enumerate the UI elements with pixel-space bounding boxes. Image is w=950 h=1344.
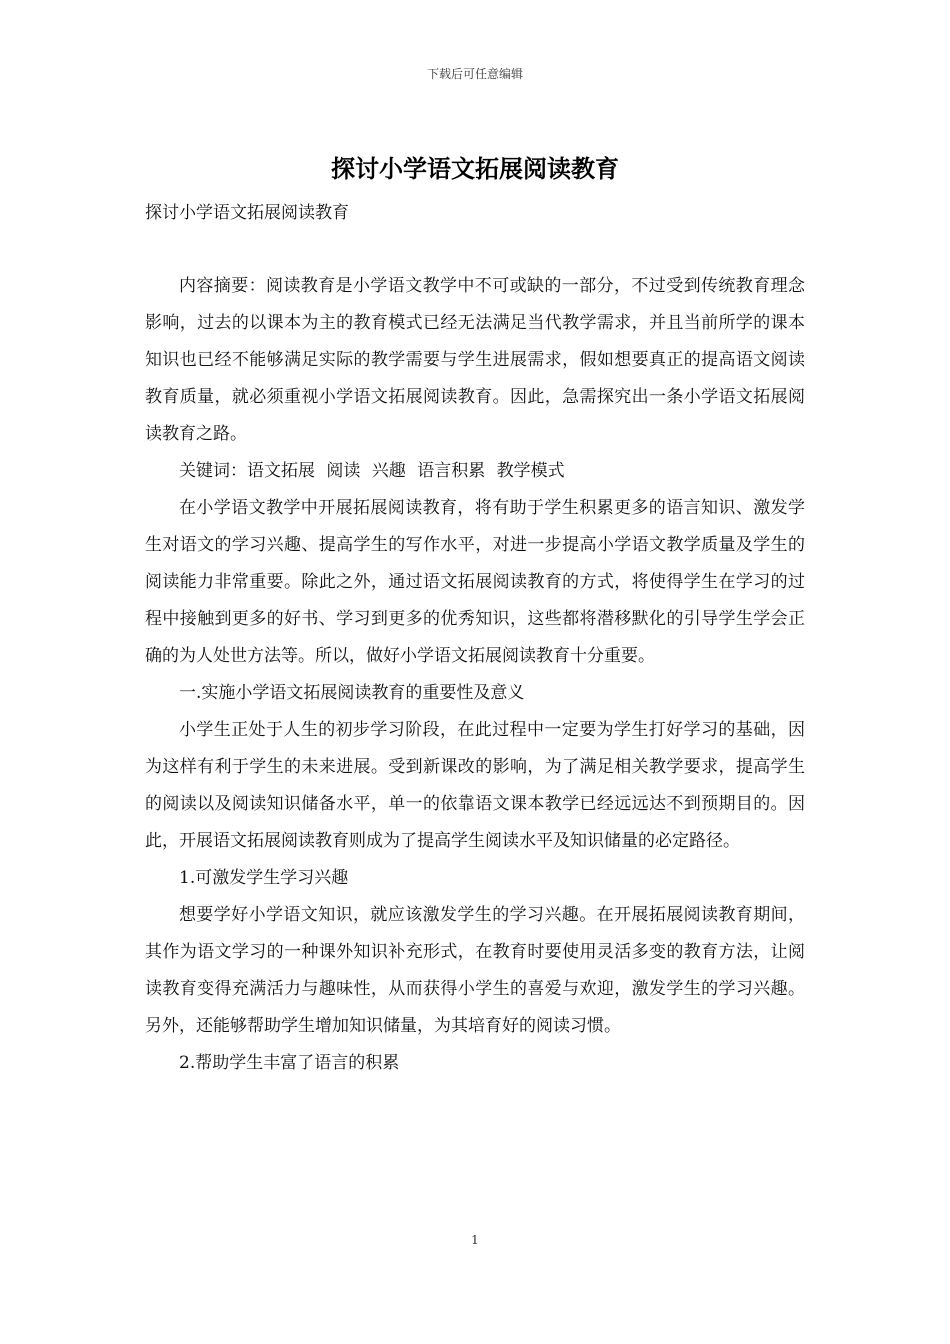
section-1-paragraph: 小学生正处于人生的初步学习阶段，在此过程中一定要为学生打好学习的基础，因为这样有利于学生的未来进展。受到新课改的影响，为了满足相关教学要求，提高学生的阅读以及阅读知识储备水平，单一的依靠语文课本教学已经远远达不到预期目的。因此，开展语文拓展阅读教育则成为了提高学生阅读水平及知识储量的必定路径。 <box>145 720 805 851</box>
subsection-1-paragraph: 想要学好小学语文知识，就应该激发学生的学习兴趣。在开展拓展阅读教育期间，其作为语文学习的一种课外知识补充形式，在教育时要使用灵活多变的教育方法，让阅读教育变得充满活力与趣味性，从而获得小学生的喜爱与欢迎，激发学生的学习兴趣。另外，还能够帮助学生增加知识储量，为其培育好的阅读习惯。 <box>145 905 805 1036</box>
document-subtitle: 探讨小学语文拓展阅读教育 <box>145 203 349 223</box>
intro-paragraph: 在小学语文教学中开展拓展阅读教育，将有助于学生积累更多的语言知识、激发学生对语文的学习兴趣、提高学生的写作水平，对进一步提高小学语文教学质量及学生的阅读能力非常重要。除此之外，通过语文拓展阅读教育的方式，将使得学生在学习的过程中接触到更多的好书、学习到更多的优秀知识，这些都将潜移默化的引导学生学会正确的为人处世方法等。所以，做好小学语文拓展阅读教育十分重要。 <box>145 498 805 666</box>
header-note: 下载后可任意编辑 <box>426 67 523 81</box>
section-heading-1: 一.实施小学语文拓展阅读教育的重要性及意义 <box>179 683 525 703</box>
abstract-paragraph: 内容摘要：阅读教育是小学语文教学中不可或缺的一部分，不过受到传统教育理念影响，过去的以课本为主的教育模式已经无法满足当代教学需求，并且当前所学的课本知识也已经不能够满足实际的教学需要与学生进展需求，假如想要真正的提高语文阅读教育质量，就必须重视小学语文拓展阅读教育。因此，急需探究出一条小学语文拓展阅读教育之路。 <box>145 276 805 444</box>
keywords-paragraph: 关键词：语文拓展 阅读 兴趣 语言积累 教学模式 <box>179 461 565 481</box>
document-body <box>145 268 805 1082</box>
subsection-heading-1: 1.可激发学生学习兴趣 <box>179 868 349 888</box>
document-title: 探讨小学语文拓展阅读教育 <box>331 154 619 183</box>
page-number: 1 <box>471 1233 479 1247</box>
subsection-heading-2: 2.帮助学生丰富了语言的积累 <box>179 1053 400 1073</box>
